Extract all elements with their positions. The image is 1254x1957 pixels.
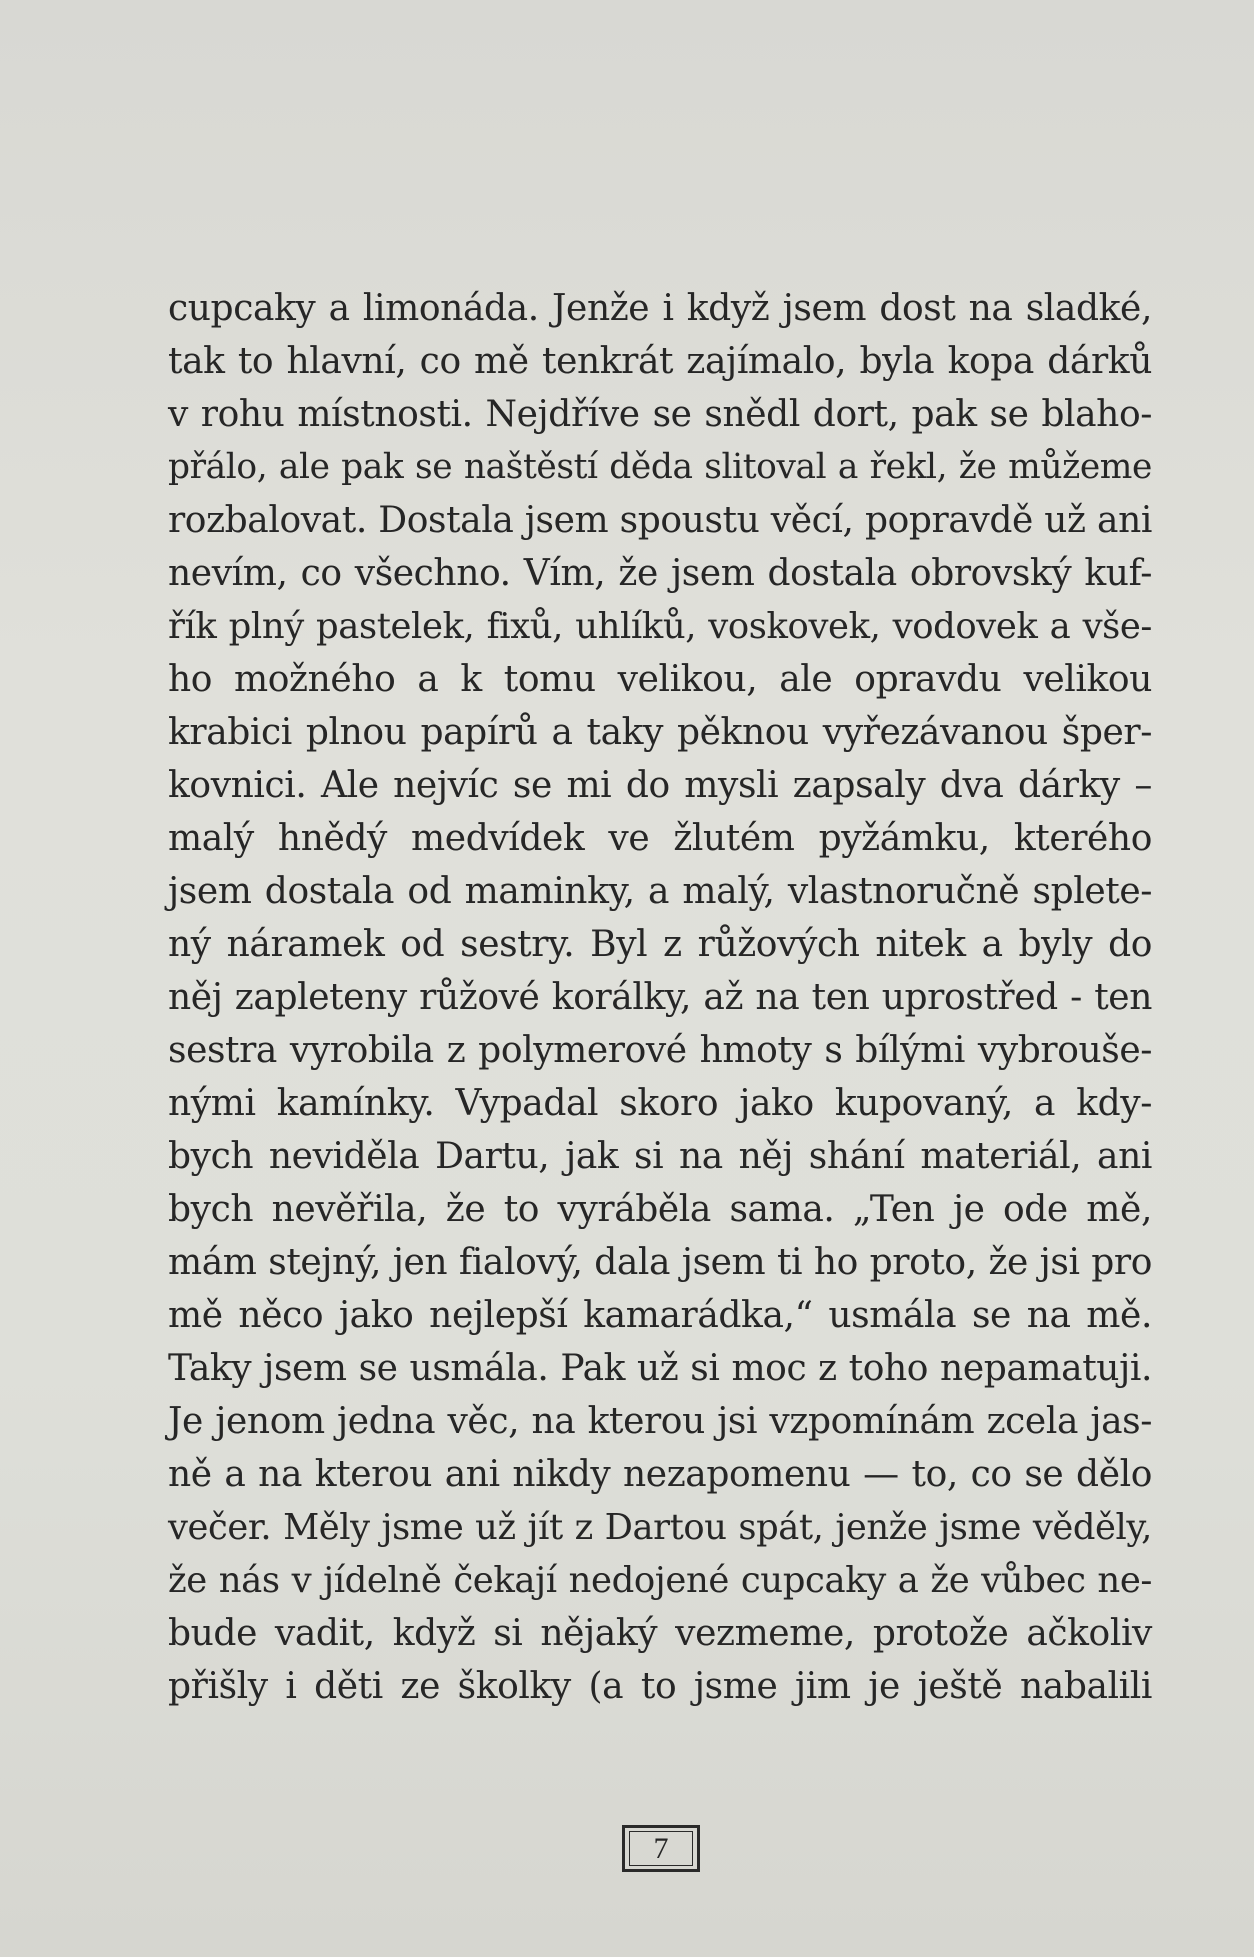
- text-line: řík plný pastelek, fixů, uhlíků, voskovek, vodovek a vše-: [168, 606, 1152, 647]
- page-number-frame: [622, 1825, 700, 1872]
- text-line: nevím, co všechno. Vím, že jsem dostala obrovský kuf-: [168, 553, 1152, 594]
- text-line: cupcaky a limonáda. Jenže i když jsem dost na sladké,: [168, 288, 1152, 329]
- text-line: nými kamínky. Vypadal skoro jako kupovaný, a kdy-: [168, 1083, 1152, 1124]
- text-line: bych nevěřila, že to vyráběla sama. „Ten je ode mě,: [168, 1189, 1152, 1230]
- body-text: [168, 282, 1152, 1713]
- text-line: přálo, ale pak se naštěstí děda slitoval a řekl, že můžeme: [168, 447, 1152, 487]
- text-line: krabici plnou papírů a taky pěknou vyřezávanou šper-: [168, 712, 1152, 753]
- text-line: kovnici. Ale nejvíc se mi do mysli zapsaly dva dárky –: [168, 765, 1152, 806]
- text-line: bude vadit, když si nějaký vezmeme, protože ačkoliv: [168, 1613, 1152, 1654]
- page-number: 7: [629, 1831, 693, 1866]
- text-line: rozbalovat. Dostala jsem spoustu věcí, popravdě už ani: [168, 500, 1152, 541]
- text-line: jsem dostala od maminky, a malý, vlastnoručně splete-: [168, 871, 1152, 912]
- text-line: bych neviděla Dartu, jak si na něj shání materiál, ani: [168, 1136, 1152, 1177]
- text-line: Je jenom jedna věc, na kterou jsi vzpomínám zcela jas-: [168, 1401, 1152, 1442]
- text-line: v rohu místnosti. Nejdříve se snědl dort, pak se blaho-: [168, 394, 1152, 435]
- text-line: ho možného a k tomu velikou, ale opravdu velikou: [168, 659, 1152, 700]
- text-line: ně a na kterou ani nikdy nezapomenu — to, co se dělo: [168, 1454, 1152, 1495]
- text-line: Taky jsem se usmála. Pak už si moc z toho nepamatuji.: [168, 1348, 1152, 1389]
- text-line: sestra vyrobila z polymerové hmoty s bílými vybrouše-: [168, 1030, 1152, 1071]
- text-line: ný náramek od sestry. Byl z růžových nitek a byly do: [168, 924, 1152, 965]
- text-line: že nás v jídelně čekají nedojené cupcaky a že vůbec ne-: [168, 1560, 1152, 1601]
- text-line: něj zapleteny růžové korálky, až na ten uprostřed - ten: [168, 977, 1152, 1018]
- text-line: mám stejný, jen fialový, dala jsem ti ho proto, že jsi pro: [168, 1242, 1152, 1283]
- text-line: tak to hlavní, co mě tenkrát zajímalo, byla kopa dárků: [168, 341, 1152, 382]
- text-line: přišly i děti ze školky (a to jsme jim je ještě nabalili: [168, 1666, 1152, 1707]
- text-line: malý hnědý medvídek ve žlutém pyžámku, kterého: [168, 818, 1152, 859]
- text-line: mě něco jako nejlepší kamarádka,“ usmála se na mě.: [168, 1295, 1152, 1336]
- text-line: večer. Měly jsme už jít z Dartou spát, jenže jsme věděly,: [168, 1507, 1152, 1548]
